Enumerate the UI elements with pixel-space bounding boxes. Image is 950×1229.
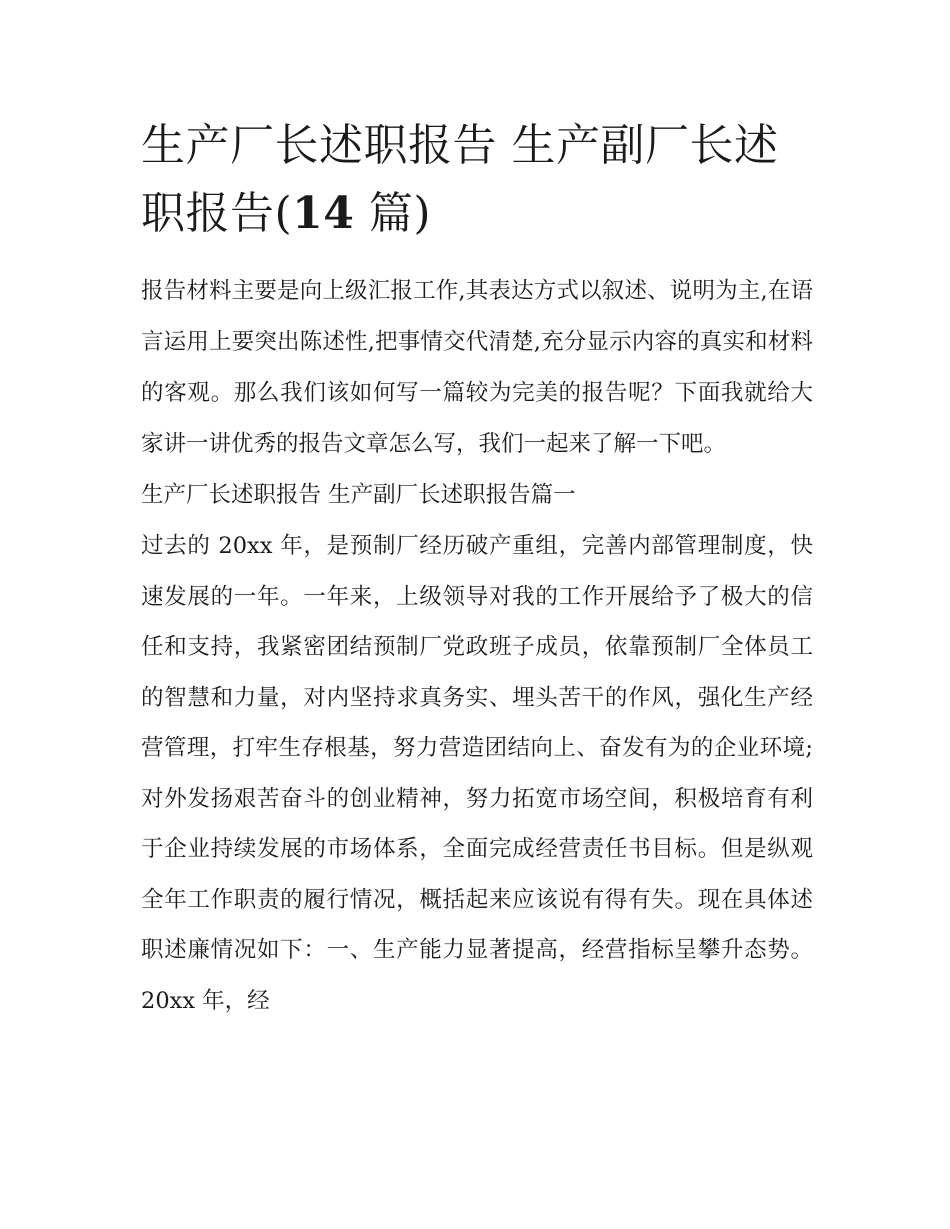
title-text: 生产厂长述职报告 生产副厂长述职报告( [141,120,779,239]
title-count: 14 [292,188,355,239]
title-suffix: 篇) [354,188,432,239]
intro-paragraph: 报告材料主要是向上级汇报工作,其表达方式以叙述、说明为主,在语言运用上要突出陈述性,把事情交代清楚,充分显示内容的真实和材料的客观。那么我们该如何写一篇较为完美的报告呢？下面我就给大家讲一讲优秀的报告文章怎么写，我们一起来了解一下吧。 [141,278,813,457]
document-title [141,112,813,248]
section-heading: 生产厂长述职报告 生产副厂长述职报告篇一 [141,482,576,508]
section-body: 过去的 20xx 年，是预制厂经历破产重组，完善内部管理制度，快速发展的一年。一年来，上级领导对我的工作开展给予了极大的信任和支持，我紧密团结预制厂党政班子成员，依靠预制厂全体员工的智慧和力量，对内坚持求真务实、埋头苦干的作风，强化生产经营管理，打牢生存根基，努力营造团结向上、奋发有为的企业环境;对外发扬艰苦奋斗的创业精神，努力拓宽市场空间，积极培育有利于企业持续发展的市场体系，全面完成经营责任书目标。但是纵观全年工作职责的履行情况，概括起来应该说有得有失。现在具体述职述廉情况如下：一、生产能力显著提高，经营指标呈攀升态势。20xx 年，经 [141,533,813,1014]
document-page [141,112,813,1026]
